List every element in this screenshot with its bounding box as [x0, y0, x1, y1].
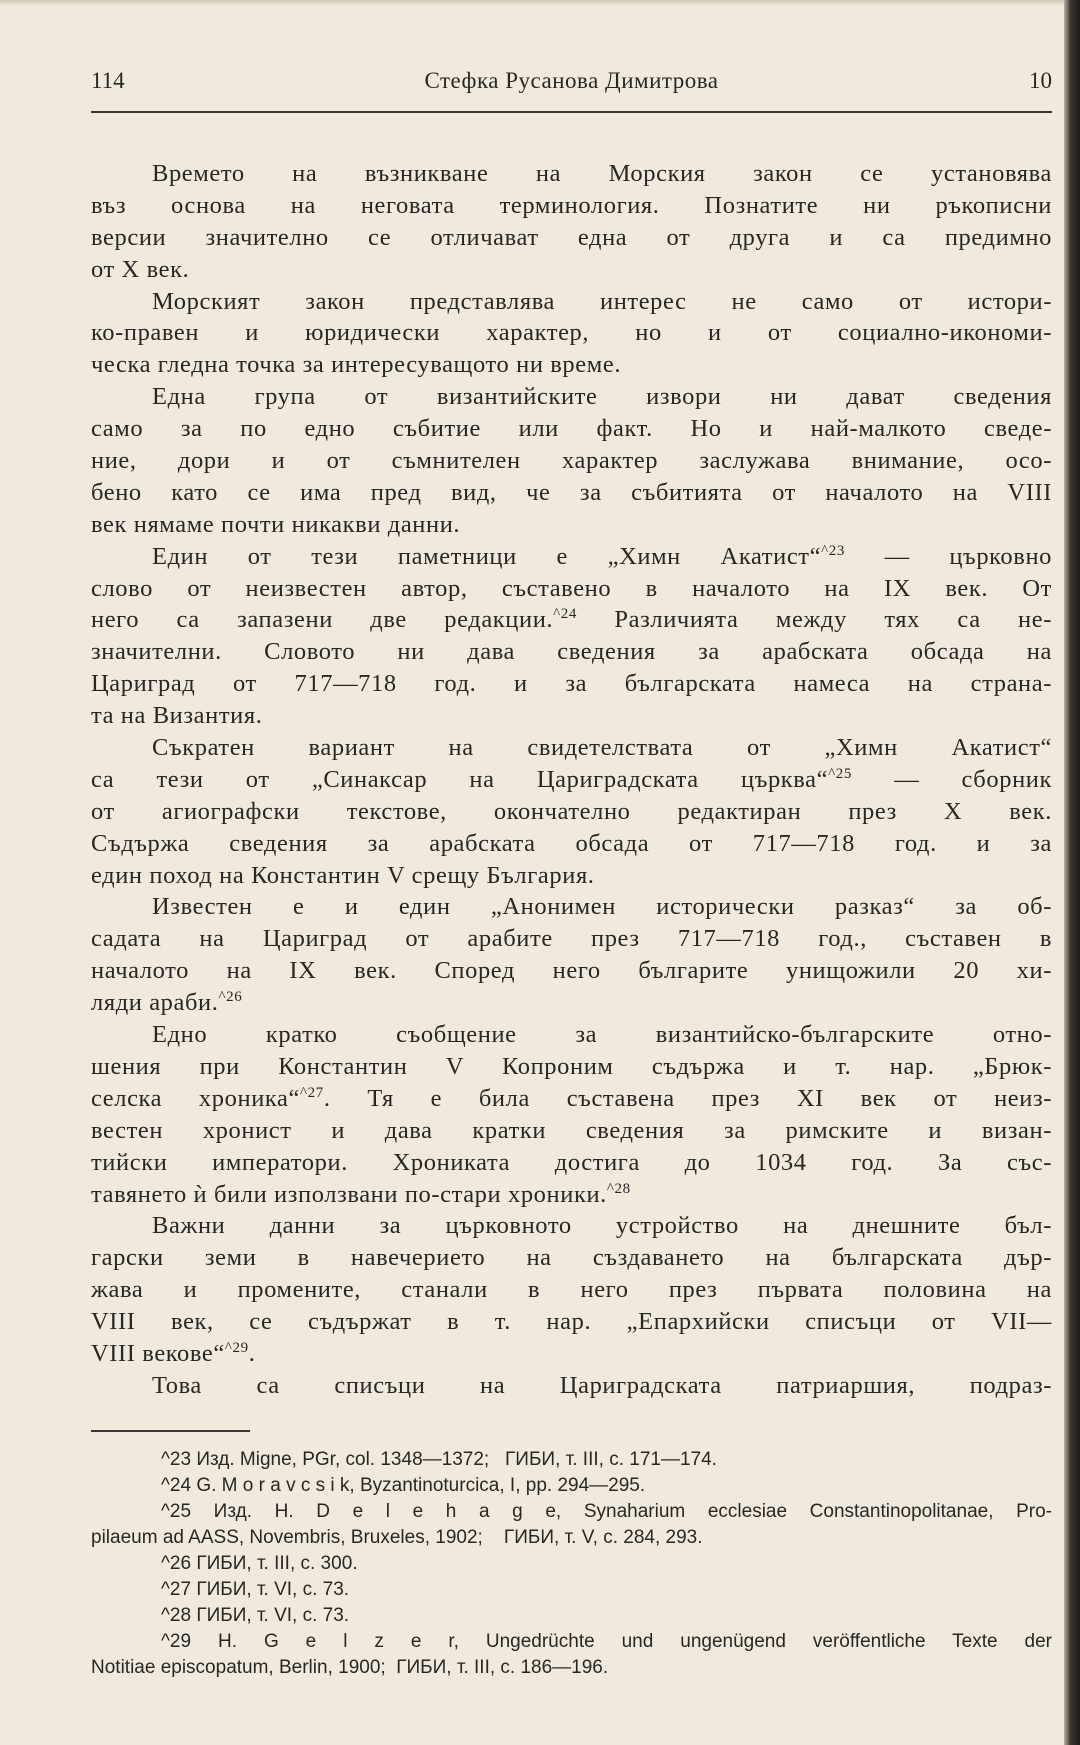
text-line: Времето на възникване на Морския закон се установява [152, 160, 1052, 187]
text-line: Известен е и един „Анонимен исторически разказ“ за об- [152, 893, 1052, 921]
footnote-line: ^29 H. G e l z e r, Ungedrüchte und ungenügend veröffentliche Texte der [161, 1631, 1052, 1652]
text-line: тийски императори. Хрониката достига до 1034 год. За със- [91, 1148, 1052, 1176]
running-header [91, 68, 1052, 98]
footnote-line: ^26 ГИБИ, т. III, с. 300. [161, 1553, 358, 1574]
text-line: шения при Константин V Копроним съдържа и т. нар. „Брюк- [91, 1052, 1052, 1080]
text-line: вестен хронист и дава кратки сведения за римските и визан- [91, 1116, 1052, 1144]
text-line: ляди араби.$^{\^{}26}$ [91, 989, 243, 1017]
text-line: Важни данни за църковното устройство на днешните бъл- [152, 1212, 1052, 1240]
header-rule [91, 111, 1052, 113]
page-number: 114 [91, 68, 125, 93]
footnote-line: pilaeum ad AASS, Novembris, Bruxeles, 1902; ГИБИ, т. V, с. 284, 293. [91, 1527, 703, 1548]
text-line: гарски земи в навечерието на създаването на българската дър- [91, 1244, 1052, 1272]
footnotes [91, 1447, 1052, 1681]
text-line: началото на IX век. Според него българите унищожили 20 хи- [91, 957, 1052, 985]
page-top-edge [0, 0, 1080, 6]
header-right-marker: 10 [1029, 68, 1052, 93]
text-line: Цариград от 717—718 год. и за българската намеса на страна- [91, 670, 1052, 698]
footnote-ref: ^28 [606, 1180, 631, 1197]
text-line: та на Византия. [91, 702, 263, 730]
text-line: ческа гледна точка за интересуващото ни време. [91, 351, 622, 379]
text-line: ко-правен и юридически характер, но и от социално-икономи- [91, 319, 1052, 347]
text-line: VIII векове“$^{\^{}29}$. [91, 1339, 256, 1367]
text-line: селска хроника“$^{\^{}27}$. Тя е била съставена през XI век от неиз- [91, 1084, 1052, 1112]
text-line: слово от неизвестен автор, съставено в началото на IX век. От [91, 574, 1052, 602]
text-line: Това са списъци на Цариградската патриаршия, подраз- [152, 1371, 1052, 1399]
footnote-line: ^28 ГИБИ, т. VI, с. 73. [161, 1605, 350, 1626]
text-line: него са запазени две редакции.$^{\^{}24}$ Различията между тях са не- [91, 606, 1053, 634]
text-line: Една група от византийските извори ни дават сведения [152, 383, 1052, 411]
text-line: от X век. [91, 255, 190, 283]
footnote-ref: ^24 [553, 606, 578, 623]
text-line: са тези от „Синаксар на Цариградската църква“$^{\^{}25}$ — сборник [91, 765, 1052, 793]
text-line: Един от тези паметници е „Химн Акатист“$^{\^{}23}$ — църковно [152, 542, 1053, 570]
footnote-line: Notitiae episcopatum, Berlin, 1900; ГИБИ, т. III, с. 186—196. [91, 1657, 609, 1678]
page-binding-edge [1064, 0, 1080, 1745]
footnote-ref: ^27 [299, 1084, 324, 1101]
footnote-ref: ^29 [224, 1339, 249, 1356]
footnote-ref: ^25 [828, 765, 852, 782]
running-title: Стефка Русанова Димитрова [424, 68, 719, 93]
footnote-line: ^27 ГИБИ, т. VI, с. 73. [161, 1579, 350, 1600]
text-line: въз основа на неговата терминология. Познатите ни ръкописни [91, 191, 1052, 219]
text-line: Съкратен вариант на свидетелствата от „Химн Акатист“ [152, 734, 1052, 762]
text-line: един поход на Константин V срещу България. [91, 861, 595, 889]
text-line: век нямаме почти никакви данни. [91, 510, 461, 538]
footnote-line: ^25 Изд. H. D e l e h a g e, Synaharium ecclesiae Constantinopolitanae, Pro- [161, 1501, 1052, 1522]
text-line: жава и промените, станали в него през първата половина на [91, 1276, 1052, 1304]
body-text [91, 158, 1052, 1402]
text-line: VIII век, се съдържат в т. нар. „Епархийски списъци от VII— [91, 1308, 1052, 1336]
text-line: Морският закон представлява интерес не само от истори- [152, 287, 1052, 315]
text-line: тавянето ѝ били използвани по-стари хроники.$^{\^{}28}$ [91, 1180, 631, 1208]
footnote-line: ^24 G. M o r a v c s i k, Byzantinoturcica, I, pp. 294—295. [161, 1475, 646, 1496]
footnote-ref: ^23 [821, 542, 845, 559]
text-line: бено като се има пред вид, че за събитията от началото на VIII [91, 478, 1052, 506]
footnote-separator [91, 1430, 250, 1432]
text-line: Съдържа сведения за арабската обсада от 717—718 год. и за [91, 829, 1052, 857]
text-line: значителни. Словото ни дава сведения за арабската обсада на [91, 638, 1052, 666]
footnote-line: ^23 Изд. Migne, PGr, col. 1348—1372; ГИБИ, т. III, с. 171—174. [161, 1449, 717, 1470]
text-line: садата на Цариград от арабите през 717—718 год., съставен в [91, 925, 1052, 953]
text-line: ние, дори и от съмнителен характер заслужава внимание, осо- [91, 447, 1052, 475]
text-line: от агиографски текстове, окончателно редактиран през X век. [91, 797, 1052, 825]
text-line: Едно кратко съобщение за византийско-българските отно- [152, 1021, 1052, 1049]
footnote-ref: ^26 [218, 989, 243, 1006]
text-line: версии значително се отличават една от друга и са предимно [91, 223, 1052, 251]
text-line: само за по едно събитие или факт. Но и най-малкото сведе- [91, 415, 1052, 443]
